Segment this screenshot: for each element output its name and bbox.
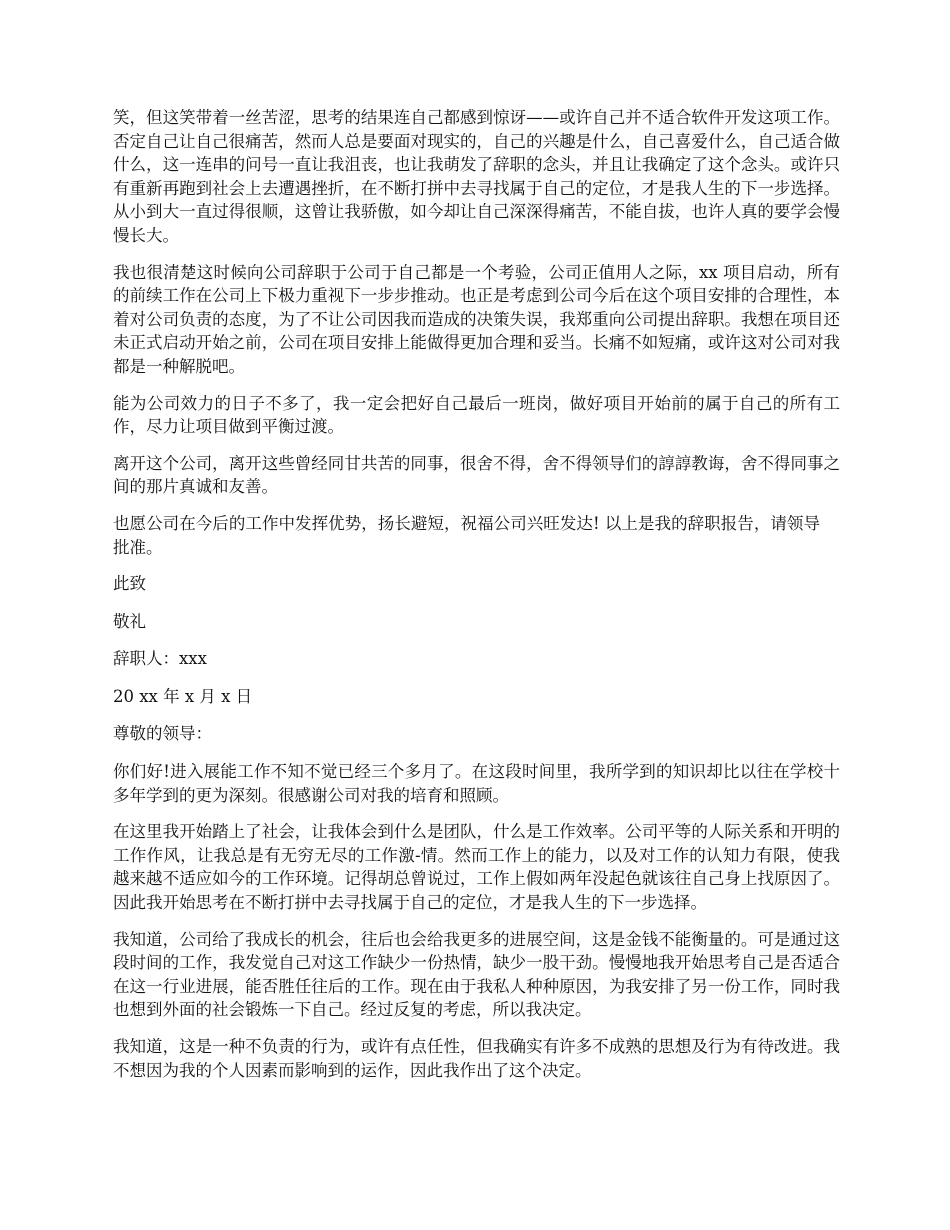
letter2-paragraph-1: 你们好!进入展能工作不知不觉已经三个多月了。在这段时间里，我所学到的知识却比以往在学校十多年学到的更为深刻。很感谢公司对我的培育和照顾。 (113, 762, 840, 805)
salutation: 尊敬的领导： (113, 724, 212, 744)
letter2-paragraph-3: 我知道，公司给了我成长的机会，往后也会给我更多的进展空间，这是金钱不能衡量的。可是通过这段时间的工作，我发觉自己对这工作缺少一份热情，缺少一股干劲。慢慢地我开始思考自己是否适合在这一行业进展，能否胜任往后的工作。现在由于我私人种种原因，为我安排了另一份工作，同时我也想到外面的社会锻炼一下自己。经过反复的考虑，所以我决定。 (113, 929, 840, 1020)
letter2-paragraph-4: 我知道，这是一种不负责的行为，或许有点任性，但我确实有许多不成熟的思想及行为有待改进。我不想因为我的个人因素而影响到的运作，因此我作出了这个决定。 (113, 1037, 840, 1080)
closing-ci-zhi: 此致 (113, 574, 146, 594)
paragraph-3: 能为公司效力的日子不多了，我一定会把好自己最后一班岗，做好项目开始前的属于自己的所有工作，尽力让项目做到平衡过渡。 (113, 393, 840, 437)
paragraph-2: 我也很清楚这时候向公司辞职于公司于自己都是一个考验，公司正值用人之际，xx 项目启动，所有的前续工作在公司上下极力重视下一步步推动。也正是考虑到公司今后在这个项目安排的合理性，本着对公司负责的态度，为了不让公司因我而造成的决策失误，我郑重向公司提出辞职。我想在项目还未正式启动开始之前，公司在项目安排上能做得更加合理和妥当。长痛不如短痛，或许这对公司对我都是一种解脱吧。 (113, 262, 840, 376)
paragraph-5: 也愿公司在今后的工作中发挥优势，扬长避短，祝福公司兴旺发达! 以上是我的辞职报告，请领导批准。 (113, 513, 820, 557)
document-page (113, 106, 840, 1095)
letter2-paragraph-2: 在这里我开始踏上了社会，让我体会到什么是团队，什么是工作效率。公司平等的人际关系和开明的工作作风，让我总是有无穷无尽的工作激-情。然而工作上的能力，以及对工作的认知力有限，使我越来越不适应如今的工作环境。记得胡总曾说过，工作上假如两年没起色就该往自己身上找原因了。因此我开始思考在不断打拼中去寻找属于自己的定位，才是我人生的下一步选择。 (113, 822, 840, 913)
signer: 辞职人：xxx (113, 649, 207, 669)
date: 20 xx 年 x 月 x 日 (113, 686, 253, 706)
paragraph-4: 离开这个公司，离开这些曾经同甘共苦的同事，很舍不得，舍不得领导们的諄諄教诲，舍不得同事之间的那片真诚和友善。 (113, 453, 840, 497)
paragraph-1: 笑，但这笑带着一丝苦涩，思考的结果连自己都感到惊讶——或许自己并不适合软件开发这项工作。否定自己让自己很痛苦，然而人总是要面对现实的，自己的兴趣是什么，自己喜爱什么，自己适合做什么，这一连串的问号一直让我沮丧，也让我萌发了辞职的念头，并且让我确定了这个念头。或许只有重新再跑到社会上去遭遇挫折，在不断打拼中去寻找属于自己的定位，才是我人生的下一步选择。从小到大一直过得很顺，这曾让我骄傲，如今却让自己深深得痛苦，不能自拔，也许人真的要学会慢慢长大。 (113, 108, 840, 245)
closing-jing-li: 敬礼 (113, 611, 146, 631)
